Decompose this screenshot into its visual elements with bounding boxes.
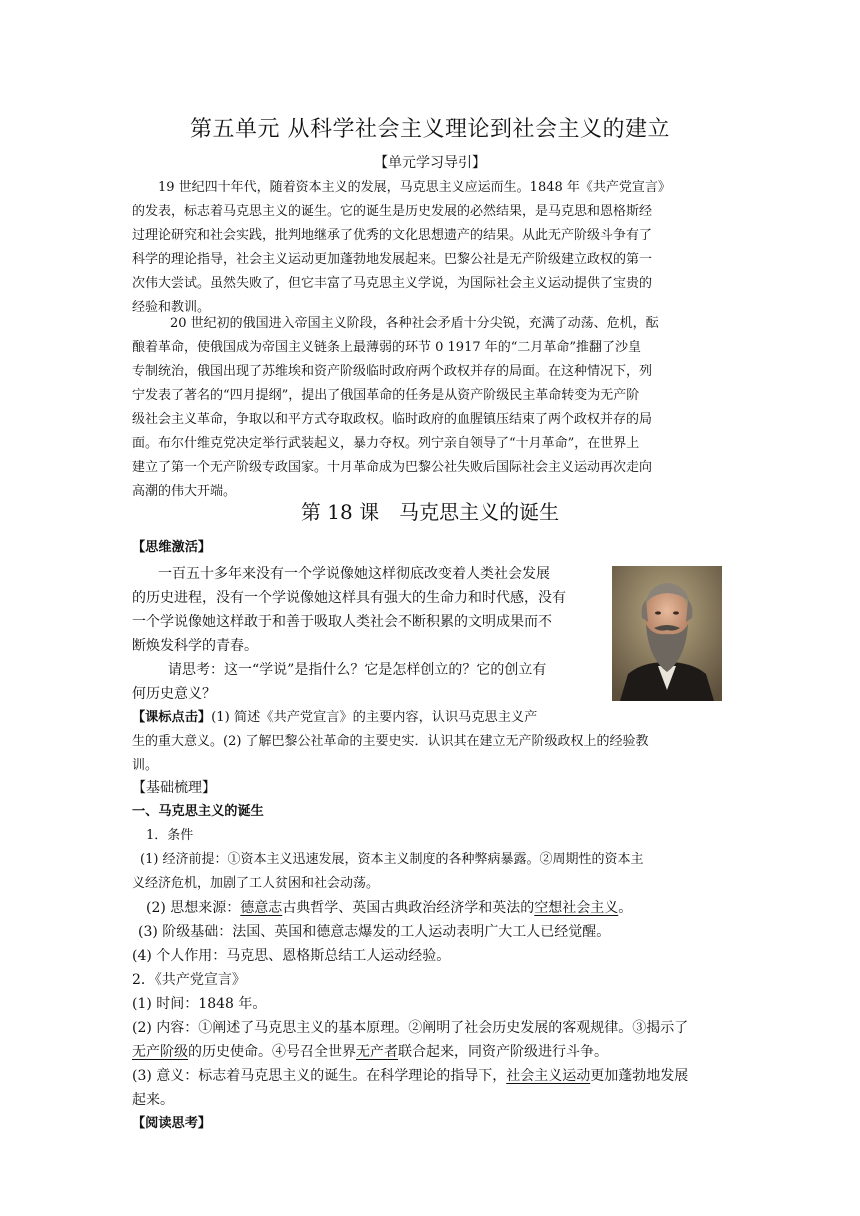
guide-p2-line: 20 世纪初的俄国进入帝国主义阶段，各种社会矛盾十分尖锐，充满了动荡、危机，酝 <box>170 316 659 331</box>
guide-p1-line: 经验和教训。 <box>132 300 211 315</box>
guide-p2-line: 高潮的伟大开端。 <box>132 484 237 499</box>
guide-p1-line: 过理论研究和社会实践，批判地继承了优秀的文化思想遗产的结果。从此无产阶级斗争有了 <box>132 228 653 243</box>
text-span: 古典哲学、英国古典政治经济学和英法的 <box>282 900 535 916</box>
underlined-term: 社会主义运动 <box>506 1068 591 1084</box>
thinking-line: 一个学说像她这样敢于和善于吸取人类社会不断积累的文明成果而不 <box>132 614 552 630</box>
thinking-line: 请思考：这一“学说”是指什么？它是怎样创立的？它的创立有 <box>168 662 547 678</box>
class-basis-line: (3) 阶级基础：法国、英国和德意志爆发的工人运动表明广大工人已经觉醒。 <box>138 924 611 940</box>
section-heading: 一、马克思主义的诞生 <box>132 804 264 819</box>
standards-line: 训。 <box>132 758 159 773</box>
underlined-term: 空想社会主义 <box>534 900 619 916</box>
thinking-heading: 【思维激活】 <box>132 540 212 555</box>
thinking-line: 一百五十多年来没有一个学说像她这样彻底改变着人类社会发展 <box>158 566 550 582</box>
portrait-image <box>612 566 722 701</box>
guide-p2-line: 专制统治，俄国出现了苏维埃和资产阶级临时政府两个政权并存的局面。在这种情况下，列 <box>132 364 653 379</box>
time-line: (1) 时间：1848 年。 <box>132 996 267 1012</box>
guide-p1-line: 的发表，标志着马克思主义的诞生。它的诞生是历史发展的必然结果，是马克思和恩格斯经 <box>132 204 653 219</box>
guide-p2-line: 宁发表了著名的“四月提纲”，提出了俄国革命的任务是从资产阶级民主革命转变为无产阶 <box>132 388 640 403</box>
standards-text: (1) 简述《共产党宣言》的主要内容，认识马克思主义产 <box>211 710 538 725</box>
lesson-title: 第 18 课 马克思主义的诞生 <box>300 500 560 524</box>
guide-p1-line: 19 世纪四十年代，随着资本主义的发展，马克思主义应运而生。1848 年《共产党宣言》 <box>158 180 671 195</box>
engels-portrait <box>612 566 722 701</box>
guide-p2-line: 级社会主义革命，争取以和平方式夺取政权。临时政府的血腥镇压结束了两个政权并存的局 <box>132 412 653 427</box>
conditions-heading: 1．条件 <box>146 828 194 843</box>
basics-heading: 【基础梳理】 <box>132 780 216 796</box>
content-line: (2) 内容：①阐述了马克思主义的基本原理。②阐明了社会历史发展的客观规律。③揭示了 <box>132 1020 689 1036</box>
thinking-line: 何历史意义？ <box>132 686 216 702</box>
economic-premise-line: (1) 经济前提：①资本主义迅速发展，资本主义制度的各种弊病暴露。②周期性的资本主 <box>140 852 644 867</box>
standards-line <box>132 706 537 730</box>
meaning-line <box>132 1064 688 1088</box>
guide-p1-line: 次伟大尝试。虽然失败了，但它丰富了马克思主义学说，为国际社会主义运动提供了宝贵的 <box>132 276 653 291</box>
unit-guide-heading: 【单元学习导引】 <box>374 155 486 171</box>
reading-heading: 【阅读思考】 <box>132 1116 212 1131</box>
thinking-line: 的历史进程，没有一个学说像她这样具有强大的生命力和时代感，没有 <box>132 590 566 606</box>
standards-line: 生的重大意义。(2) 了解巴黎公社革命的主要史实．认识其在建立无产阶级政权上的经验教 <box>132 734 649 749</box>
economic-premise-line: 义经济危机，加剧了工人贫困和社会动荡。 <box>132 876 380 891</box>
guide-p2-line: 建立了第一个无产阶级专政国家。十月革命成为巴黎公社失败后国际社会主义运动再次走向 <box>132 460 653 475</box>
meaning-line: 起来。 <box>132 1092 174 1108</box>
text-span: 更加蓬勃地发展 <box>590 1068 689 1084</box>
thinking-line: 断焕发科学的青春。 <box>132 638 258 654</box>
standards-heading: 【课标点击】 <box>132 710 212 725</box>
text-span: (2) 思想来源： <box>146 900 241 916</box>
underlined-term: 无产阶级 <box>132 1044 188 1060</box>
guide-p2-line: 面。布尔什维克党决定举行武装起义，暴力夺权。列宁亲自领导了“十月革命”，在世界上 <box>132 436 640 451</box>
text-span: 。 <box>618 900 633 916</box>
personal-role-line: (4) 个人作用：马克思、恩格斯总结工人运动经验。 <box>132 948 451 964</box>
unit-title: 第五单元 从科学社会主义理论到社会主义的建立 <box>190 117 670 142</box>
guide-p1-line: 科学的理论指导，社会主义运动更加蓬勃地发展起来。巴黎公社是无产阶级建立政权的第一 <box>132 252 653 267</box>
underlined-term: 无产者 <box>356 1044 398 1060</box>
content-line <box>132 1040 608 1064</box>
ideological-source-line <box>146 896 632 920</box>
text-span: 联合起来，同资产阶级进行斗争。 <box>398 1044 608 1060</box>
text-span: 的历史使命。④号召全世界 <box>188 1044 356 1060</box>
text-span: (3) 意义：标志着马克思主义的诞生。在科学理论的指导下， <box>132 1068 507 1084</box>
guide-p2-line: 酿着革命，使俄国成为帝国主义链条上最薄弱的环节 0 1917 年的“二月革命”推翻了沙皇 <box>132 340 642 355</box>
manifesto-heading: 2．《共产党宣言》 <box>132 972 246 988</box>
underlined-term: 德意志 <box>240 900 283 916</box>
